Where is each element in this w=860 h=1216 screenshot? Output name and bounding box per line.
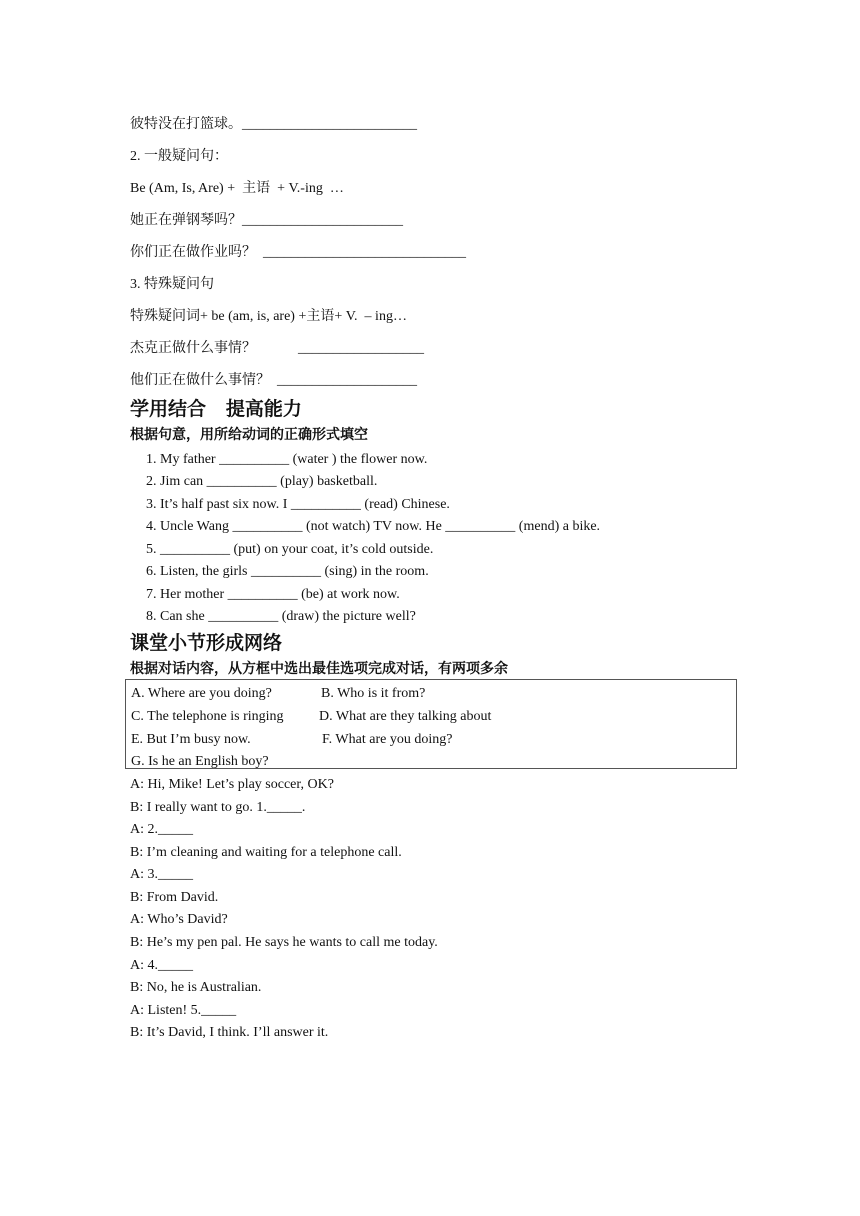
exercise-item-4: 4. Uncle Wang __________ (not watch) TV now. He __________ (mend) a bike. bbox=[146, 519, 601, 534]
section-1-instruction: 根据句意，用所给动词的正确形式填空 bbox=[130, 427, 368, 443]
exercise-item-7: 7. Her mother __________ (be) at work now. bbox=[146, 587, 400, 602]
options-box bbox=[125, 679, 737, 769]
section-1-title: 学用结合 提高能力 bbox=[130, 398, 302, 420]
dialogue-line-6: B: From David. bbox=[130, 890, 219, 905]
dialogue-line-8: B: He’s my pen pal. He says he wants to call me today. bbox=[130, 935, 438, 950]
exercise-item-3: 3. It’s half past six now. I __________ (read) Chinese. bbox=[146, 497, 450, 512]
exercise-item-6: 6. Listen, the girls __________ (sing) in the room. bbox=[146, 564, 429, 579]
dialogue-line-2: B: I really want to go. 1._____. bbox=[130, 800, 306, 815]
section-2-instruction: 根据对话内容，从方框中选出最佳选项完成对话，有两项多余 bbox=[130, 661, 508, 677]
dialogue-line-3: A: 2._____ bbox=[130, 822, 193, 837]
exercise-item-2: 2. Jim can __________ (play) basketball. bbox=[146, 474, 378, 489]
wh-question-formula: 特殊疑问词+ be (am, is, are) +主语+ V. – ing… bbox=[130, 309, 407, 324]
dialogue-line-7: A: Who’s David? bbox=[130, 912, 228, 927]
dialogue-line-4: B: I’m cleaning and waiting for a telephone call. bbox=[130, 845, 402, 860]
option-f: F. What are you doing? bbox=[322, 732, 453, 747]
option-g: G. Is he an English boy? bbox=[131, 754, 269, 769]
question-example-2: 你们正在做作业吗？ _____________________________ bbox=[130, 245, 466, 260]
exercise-item-1: 1. My father __________ (water ) the flower now. bbox=[146, 452, 428, 467]
exercise-item-8: 8. Can she __________ (draw) the picture well? bbox=[146, 609, 416, 624]
question-formula: Be (Am, Is, Are) + 主语 + V.-ing … bbox=[130, 181, 344, 196]
wh-question-example-2: 他们正在做什么事情？ ____________________ bbox=[130, 373, 417, 388]
dialogue-line-11: A: Listen! 5._____ bbox=[130, 1003, 237, 1018]
dialogue-line-1: A: Hi, Mike! Let’s play soccer, OK? bbox=[130, 777, 334, 792]
dialogue-line-10: B: No, he is Australian. bbox=[130, 980, 262, 995]
option-a: A. Where are you doing? bbox=[131, 686, 272, 701]
option-d: D. What are they talking about bbox=[319, 709, 492, 724]
dialogue-line-9: A: 4._____ bbox=[130, 958, 193, 973]
question-title: 2. 一般疑问句： bbox=[130, 149, 228, 164]
wh-question-title: 3. 特殊疑问句 bbox=[130, 277, 214, 292]
exercise-item-5: 5. __________ (put) on your coat, it’s cold outside. bbox=[146, 542, 434, 557]
section-2-title: 课堂小节形成网络 bbox=[130, 632, 283, 654]
dialogue-line-12: B: It’s David, I think. I’ll answer it. bbox=[130, 1025, 329, 1040]
option-b: B. Who is it from? bbox=[321, 686, 426, 701]
dialogue-line-5: A: 3._____ bbox=[130, 867, 193, 882]
wh-question-example-1: 杰克正做什么事情？ __________________ bbox=[130, 341, 424, 356]
question-example-1: 她正在弹钢琴吗？_______________________ bbox=[130, 213, 403, 228]
option-e: E. But I’m busy now. bbox=[131, 732, 251, 747]
option-c: C. The telephone is ringing bbox=[131, 709, 284, 724]
negative-example: 彼特没在打篮球。_________________________ bbox=[130, 117, 417, 132]
